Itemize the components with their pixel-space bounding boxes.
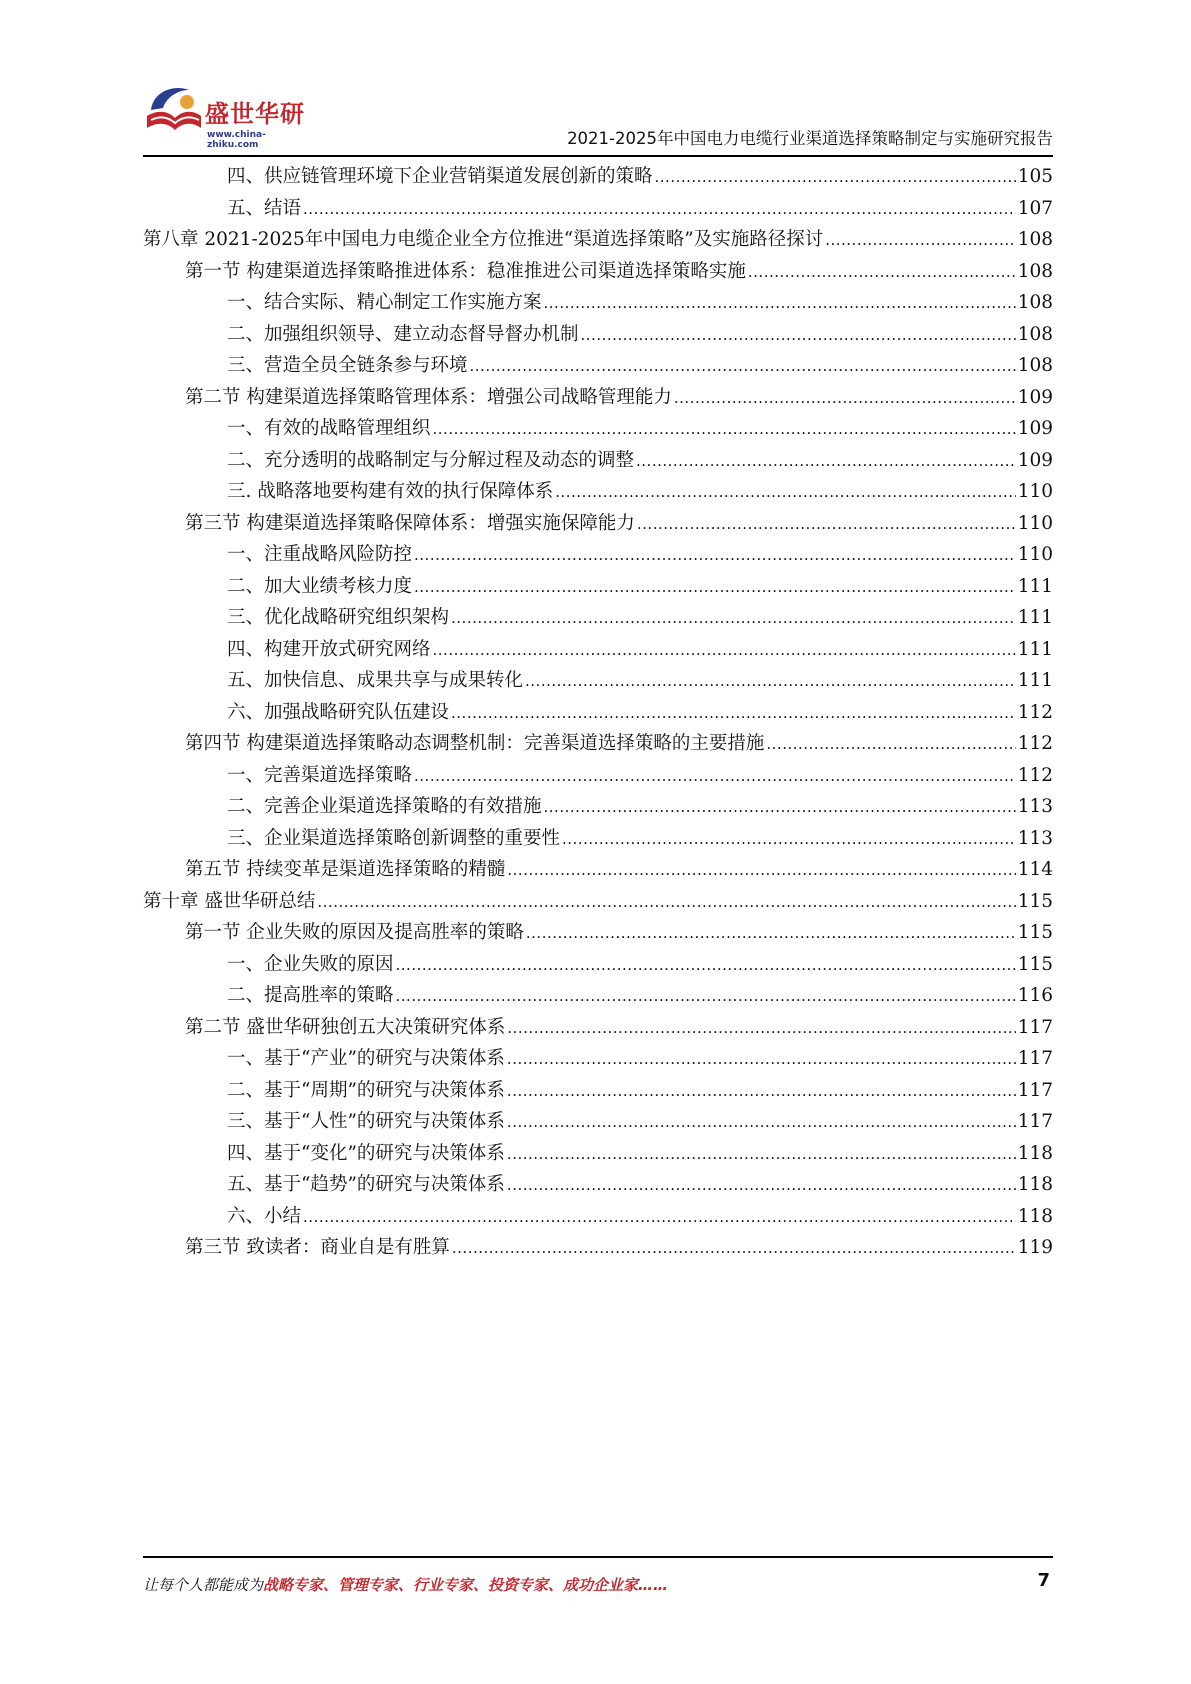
toc-entry-page: 115 — [1017, 890, 1053, 912]
toc-dot-leader — [451, 697, 1016, 730]
logo-emblem-icon — [143, 80, 205, 140]
toc-entry-page: 117 — [1017, 1048, 1053, 1069]
toc-dot-leader — [414, 571, 1016, 604]
toc-entry-label: 二、提高胜率的策略 — [227, 985, 394, 1006]
toc-entry-page: 115 — [1017, 922, 1053, 943]
footer-slogan — [143, 1574, 668, 1595]
toc-dot-leader — [526, 917, 1016, 950]
toc-entry[interactable] — [143, 728, 1053, 760]
toc-entry-label: 二、加强组织领导、建立动态督导督办机制 — [227, 323, 579, 345]
toc-entry-page: 109 — [1017, 386, 1053, 408]
toc-entry-label: 第四节 构建渠道选择策略动态调整机制：完善渠道选择策略的主要措施 — [185, 733, 765, 754]
toc-entry-label: 第一节 构建渠道选择策略推进体系：稳准推进公司渠道选择策略实施 — [185, 260, 746, 282]
toc-entry[interactable] — [143, 854, 1053, 886]
toc-entry-label: 第八章 2021-2025年中国电力电缆企业全方位推进“渠道选择策略”及实施路径探讨 — [143, 229, 824, 250]
toc-entry-page: 111 — [1017, 607, 1053, 628]
toc-entry[interactable] — [143, 508, 1053, 540]
page-number: 7 — [1037, 1570, 1050, 1591]
toc-dot-leader — [748, 256, 1016, 289]
toc-entry[interactable] — [143, 382, 1053, 414]
toc-entry[interactable] — [143, 1012, 1053, 1044]
toc-entry[interactable] — [143, 193, 1053, 225]
toc-dot-leader — [507, 854, 1015, 887]
toc-entry-label: 第五节 持续变革是渠道选择策略的精髓 — [185, 859, 506, 880]
toc-entry[interactable] — [143, 949, 1053, 981]
toc-entry-page: 108 — [1017, 292, 1053, 313]
toc-entry-page: 115 — [1017, 953, 1053, 975]
toc-entry-label: 一、基于“产业”的研究与决策体系 — [227, 1048, 505, 1069]
toc-dot-leader — [396, 949, 1016, 982]
toc-entry[interactable] — [143, 760, 1053, 792]
toc-entry[interactable] — [143, 319, 1053, 351]
toc-entry-label: 四、构建开放式研究网络 — [227, 638, 431, 660]
toc-entry-page: 112 — [1017, 701, 1053, 723]
toc-entry-page: 105 — [1017, 166, 1053, 187]
toc-entry[interactable] — [143, 539, 1053, 571]
toc-entry-label: 一、注重战略风险防控 — [227, 544, 413, 565]
toc-entry-label: 三、营造全员全链条参与环境 — [227, 355, 468, 376]
toc-dot-leader — [674, 382, 1016, 415]
toc-entry-label: 三、企业渠道选择策略创新调整的重要性 — [227, 827, 561, 849]
toc-entry-label: 第二节 构建渠道选择策略管理体系：增强公司战略管理能力 — [185, 386, 672, 408]
toc-entry-page: 110 — [1017, 481, 1053, 502]
toc-entry[interactable] — [143, 1232, 1053, 1264]
toc-entry-page: 117 — [1017, 1079, 1053, 1101]
toc-entry-label: 第十章 盛世华研总结 — [143, 890, 316, 912]
report-title: 2021-2025年中国电力电缆行业渠道选择策略制定与实施研究报告 — [567, 129, 1053, 148]
toc-entry-label: 二、完善企业渠道选择策略的有效措施 — [227, 796, 542, 817]
toc-entry[interactable] — [143, 476, 1053, 508]
toc-entry[interactable] — [143, 571, 1053, 603]
toc-entry-label: 六、加强战略研究队伍建设 — [227, 701, 450, 723]
toc-entry[interactable] — [143, 445, 1053, 477]
toc-entry-page: 111 — [1017, 575, 1053, 597]
toc-dot-leader — [396, 980, 1016, 1013]
toc-dot-leader — [317, 886, 1015, 919]
toc-entry-page: 117 — [1017, 1111, 1053, 1132]
footer-slogan-prefix: 让每个人都能成为 — [143, 1576, 264, 1594]
toc-entry[interactable] — [143, 287, 1053, 319]
toc-entry[interactable] — [143, 634, 1053, 666]
toc-dot-leader — [507, 1106, 1016, 1139]
toc-dot-leader — [555, 476, 1015, 509]
toc-entry[interactable] — [143, 350, 1053, 382]
toc-entry-label: 一、企业失败的原因 — [227, 953, 394, 975]
toc-entry[interactable] — [143, 886, 1053, 918]
toc-entry-label: 二、充分透明的战略制定与分解过程及动态的调整 — [227, 449, 635, 471]
toc-entry-page: 109 — [1017, 449, 1053, 471]
toc-entry[interactable] — [143, 224, 1053, 256]
page-header — [143, 80, 1053, 152]
toc-entry[interactable] — [143, 1138, 1053, 1170]
toc-entry-page: 112 — [1017, 764, 1053, 786]
toc-dot-leader — [433, 413, 1016, 446]
toc-entry[interactable] — [143, 1201, 1053, 1233]
toc-dot-leader — [414, 539, 1016, 572]
toc-entry-label: 四、基于“变化”的研究与决策体系 — [227, 1142, 505, 1164]
toc-entry-page: 107 — [1017, 197, 1053, 219]
toc-dot-leader — [414, 760, 1016, 793]
toc-dot-leader — [825, 224, 1015, 257]
toc-entry[interactable] — [143, 1169, 1053, 1201]
toc-dot-leader — [303, 1201, 1016, 1234]
toc-entry-page: 118 — [1017, 1205, 1053, 1227]
toc-entry-label: 一、有效的战略管理组织 — [227, 418, 431, 439]
footer-divider — [143, 1556, 1053, 1558]
toc-dot-leader — [507, 1169, 1016, 1202]
toc-entry-label: 三. 战略落地要构建有效的执行保障体系 — [227, 481, 554, 502]
toc-entry[interactable] — [143, 413, 1053, 445]
toc-entry[interactable] — [143, 256, 1053, 288]
toc-dot-leader — [470, 350, 1016, 383]
toc-entry-page: 112 — [1017, 733, 1053, 754]
toc-entry-label: 第一节 企业失败的原因及提高胜率的策略 — [185, 922, 524, 943]
toc-entry[interactable] — [143, 665, 1053, 697]
toc-entry[interactable] — [143, 980, 1053, 1012]
toc-entry-page: 108 — [1017, 355, 1053, 376]
toc-entry[interactable] — [143, 917, 1053, 949]
toc-dot-leader — [303, 193, 1016, 226]
toc-entry-page: 110 — [1017, 512, 1053, 534]
toc-entry-label: 五、结语 — [227, 197, 302, 219]
toc-entry-label: 第三节 致读者：商业自是有胜算 — [185, 1237, 450, 1258]
header-divider — [143, 155, 1053, 157]
toc-dot-leader — [452, 1232, 1016, 1265]
toc-entry[interactable] — [143, 1043, 1053, 1075]
toc-dot-leader — [507, 1075, 1016, 1108]
toc-entry-page: 119 — [1017, 1237, 1053, 1258]
toc-entry-label: 四、供应链管理环境下企业营销渠道发展创新的策略 — [227, 166, 653, 187]
toc-entry-page: 118 — [1017, 1142, 1053, 1164]
toc-entry-label: 二、加大业绩考核力度 — [227, 575, 413, 597]
company-logo — [143, 80, 313, 148]
toc-entry-page: 110 — [1017, 544, 1053, 565]
toc-dot-leader — [451, 602, 1016, 635]
toc-entry[interactable] — [143, 161, 1053, 193]
toc-dot-leader — [544, 791, 1016, 824]
toc-entry-page: 118 — [1017, 1174, 1053, 1195]
toc-entry[interactable] — [143, 602, 1053, 634]
table-of-contents — [143, 161, 1053, 1264]
toc-dot-leader — [636, 445, 1016, 478]
toc-entry-label: 六、小结 — [227, 1205, 302, 1227]
toc-dot-leader — [562, 823, 1016, 856]
toc-dot-leader — [637, 508, 1016, 541]
toc-entry[interactable] — [143, 1106, 1053, 1138]
toc-dot-leader — [433, 634, 1016, 667]
toc-entry-page: 108 — [1017, 260, 1053, 282]
toc-entry-label: 三、基于“人性”的研究与决策体系 — [227, 1111, 505, 1132]
toc-entry-label: 三、优化战略研究组织架构 — [227, 607, 450, 628]
toc-dot-leader — [544, 287, 1016, 320]
toc-dot-leader — [525, 665, 1016, 698]
toc-entry-page: 113 — [1017, 827, 1053, 849]
toc-entry-page: 108 — [1017, 229, 1053, 250]
toc-entry[interactable] — [143, 823, 1053, 855]
toc-dot-leader — [507, 1012, 1015, 1045]
toc-entry[interactable] — [143, 791, 1053, 823]
toc-entry-page: 109 — [1017, 418, 1053, 439]
toc-entry-label: 五、基于“趋势”的研究与决策体系 — [227, 1174, 505, 1195]
toc-entry-label: 一、结合实际、精心制定工作实施方案 — [227, 292, 542, 313]
toc-entry-label: 一、完善渠道选择策略 — [227, 764, 413, 786]
toc-entry-label: 第三节 构建渠道选择策略保障体系：增强实施保障能力 — [185, 512, 635, 534]
toc-entry-page: 117 — [1017, 1016, 1053, 1038]
toc-entry-page: 114 — [1017, 859, 1053, 880]
toc-entry-page: 108 — [1017, 323, 1053, 345]
toc-entry[interactable] — [143, 697, 1053, 729]
toc-entry-label: 五、加快信息、成果共享与成果转化 — [227, 670, 524, 691]
toc-entry-label: 二、基于“周期”的研究与决策体系 — [227, 1079, 505, 1101]
toc-entry-page: 116 — [1017, 985, 1053, 1006]
toc-dot-leader — [581, 319, 1016, 352]
toc-entry-page: 111 — [1017, 670, 1053, 691]
footer-slogan-highlight: 战略专家、管理专家、行业专家、投资专家、成功企业家…… — [263, 1576, 669, 1594]
toc-entry-page: 111 — [1017, 638, 1053, 660]
toc-dot-leader — [655, 161, 1016, 194]
logo-text: 盛世华研 — [205, 100, 305, 128]
toc-dot-leader — [766, 728, 1015, 761]
logo-url: www.china-zhiku.com — [207, 130, 266, 150]
toc-entry-label: 第二节 盛世华研独创五大决策研究体系 — [185, 1016, 506, 1038]
toc-dot-leader — [507, 1138, 1016, 1171]
toc-entry-page: 113 — [1017, 796, 1053, 817]
toc-entry[interactable] — [143, 1075, 1053, 1107]
toc-dot-leader — [507, 1043, 1016, 1076]
